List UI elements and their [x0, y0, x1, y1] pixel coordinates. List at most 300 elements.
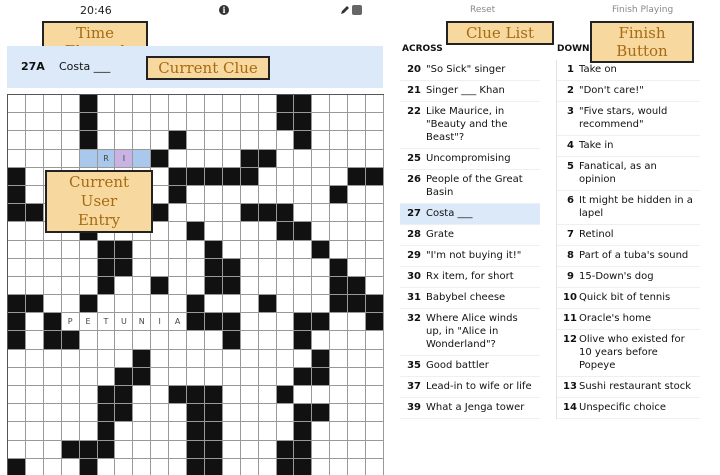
grid-cell[interactable] — [26, 368, 44, 386]
grid-cell[interactable] — [151, 459, 169, 475]
grid-cell[interactable] — [205, 204, 223, 222]
grid-cell[interactable] — [8, 241, 26, 259]
grid-cell[interactable] — [187, 241, 205, 259]
across-clue-39[interactable]: 39 What a Jenga tower — [400, 398, 540, 419]
grid-cell[interactable] — [62, 350, 80, 368]
grid-cell[interactable] — [44, 459, 62, 475]
grid-cell[interactable] — [133, 113, 151, 131]
grid-cell[interactable] — [366, 386, 384, 404]
grid-cell[interactable] — [62, 368, 80, 386]
down-clue-9[interactable]: 9 15-Down's dog — [557, 267, 700, 288]
grid-cell[interactable] — [366, 95, 384, 113]
grid-cell[interactable] — [169, 404, 187, 422]
grid-cell[interactable] — [80, 422, 98, 440]
grid-cell[interactable] — [277, 150, 295, 168]
grid-cell[interactable] — [26, 95, 44, 113]
grid-cell[interactable] — [330, 368, 348, 386]
grid-cell[interactable] — [169, 350, 187, 368]
grid-cell[interactable] — [312, 113, 330, 131]
grid-cell[interactable] — [44, 404, 62, 422]
grid-cell[interactable] — [169, 295, 187, 313]
grid-cell[interactable] — [294, 386, 312, 404]
grid-cell[interactable] — [312, 131, 330, 149]
grid-cell[interactable] — [277, 131, 295, 149]
grid-cell[interactable] — [241, 441, 259, 459]
grid-cell[interactable] — [169, 259, 187, 277]
across-clue-20[interactable]: 20 "So Sick" singer — [400, 60, 540, 81]
grid-cell[interactable] — [187, 368, 205, 386]
grid-cell[interactable] — [151, 222, 169, 240]
down-clue-7[interactable]: 7 Retinol — [557, 225, 700, 246]
grid-cell[interactable] — [277, 331, 295, 349]
grid-cell[interactable] — [133, 441, 151, 459]
reset-button[interactable]: Reset — [470, 5, 496, 15]
grid-cell[interactable] — [259, 241, 277, 259]
grid-cell[interactable] — [80, 404, 98, 422]
grid-cell[interactable] — [277, 422, 295, 440]
grid-cell[interactable] — [294, 168, 312, 186]
grid-cell[interactable] — [223, 150, 241, 168]
info-icon[interactable]: i — [219, 5, 229, 15]
grid-cell[interactable] — [26, 386, 44, 404]
grid-cell[interactable] — [205, 295, 223, 313]
grid-cell[interactable] — [330, 331, 348, 349]
grid-cell[interactable] — [312, 204, 330, 222]
grid-cell[interactable] — [366, 459, 384, 475]
grid-cell[interactable] — [223, 222, 241, 240]
grid-cell[interactable] — [26, 350, 44, 368]
grid-cell[interactable] — [80, 368, 98, 386]
grid-cell[interactable] — [169, 95, 187, 113]
across-clue-21[interactable]: 21 Singer ___ Khan — [400, 81, 540, 102]
grid-cell[interactable] — [62, 113, 80, 131]
grid-cell-highlighted[interactable] — [133, 150, 151, 168]
grid-cell[interactable] — [26, 150, 44, 168]
grid-cell-filled[interactable]: P — [62, 313, 80, 331]
grid-cell[interactable] — [115, 350, 133, 368]
grid-cell-filled[interactable]: E — [80, 313, 98, 331]
down-clue-1[interactable]: 1 Take on — [557, 60, 700, 81]
grid-cell[interactable] — [44, 295, 62, 313]
down-clue-3[interactable]: 3 "Five stars, would recommend" — [557, 102, 700, 136]
grid-cell[interactable] — [187, 259, 205, 277]
grid-cell[interactable] — [8, 368, 26, 386]
grid-cell[interactable] — [312, 295, 330, 313]
grid-cell[interactable] — [151, 186, 169, 204]
grid-cell[interactable] — [62, 404, 80, 422]
grid-cell[interactable] — [348, 441, 366, 459]
grid-cell[interactable] — [348, 368, 366, 386]
grid-cell[interactable] — [294, 241, 312, 259]
grid-cell[interactable] — [259, 386, 277, 404]
grid-cell[interactable] — [312, 459, 330, 475]
grid-cell[interactable] — [80, 259, 98, 277]
grid-cell[interactable] — [44, 150, 62, 168]
grid-cell[interactable] — [169, 241, 187, 259]
grid-cell[interactable] — [241, 222, 259, 240]
grid-cell[interactable] — [115, 441, 133, 459]
grid-cell[interactable] — [223, 350, 241, 368]
grid-cell[interactable] — [312, 259, 330, 277]
grid-cell[interactable] — [151, 441, 169, 459]
grid-cell[interactable] — [187, 131, 205, 149]
grid-cell-filled[interactable]: U — [115, 313, 133, 331]
grid-cell[interactable] — [169, 459, 187, 475]
down-clue-6[interactable]: 6 It might be hidden in a lapel — [557, 191, 700, 225]
grid-cell[interactable] — [366, 404, 384, 422]
grid-cell[interactable] — [223, 241, 241, 259]
grid-cell[interactable] — [259, 368, 277, 386]
grid-cell[interactable] — [151, 95, 169, 113]
grid-cell[interactable] — [169, 222, 187, 240]
grid-cell[interactable] — [366, 222, 384, 240]
grid-cell[interactable] — [205, 150, 223, 168]
grid-cell[interactable] — [169, 441, 187, 459]
grid-cell[interactable] — [366, 277, 384, 295]
grid-cell-filled[interactable]: T — [98, 313, 116, 331]
grid-cell[interactable] — [62, 459, 80, 475]
grid-cell[interactable] — [277, 350, 295, 368]
grid-cell[interactable] — [62, 386, 80, 404]
grid-cell[interactable] — [330, 204, 348, 222]
grid-cell[interactable] — [348, 404, 366, 422]
grid-cell-highlighted[interactable] — [80, 150, 98, 168]
grid-cell-filled[interactable]: N — [133, 313, 151, 331]
grid-cell[interactable] — [26, 277, 44, 295]
grid-cell[interactable] — [205, 222, 223, 240]
grid-cell[interactable] — [26, 186, 44, 204]
grid-cell[interactable] — [80, 350, 98, 368]
grid-cell[interactable] — [44, 368, 62, 386]
grid-cell[interactable] — [187, 277, 205, 295]
grid-cell[interactable] — [44, 386, 62, 404]
grid-cell[interactable] — [115, 422, 133, 440]
grid-cell[interactable] — [187, 150, 205, 168]
grid-cell[interactable] — [277, 368, 295, 386]
grid-cell[interactable] — [151, 422, 169, 440]
grid-cell[interactable] — [151, 386, 169, 404]
grid-cell[interactable] — [98, 459, 116, 475]
grid-cell[interactable] — [133, 259, 151, 277]
grid-icon[interactable] — [352, 5, 362, 15]
grid-cell[interactable] — [348, 95, 366, 113]
grid-cell[interactable] — [62, 295, 80, 313]
grid-cell[interactable] — [277, 404, 295, 422]
grid-cell[interactable] — [223, 113, 241, 131]
grid-cell[interactable] — [330, 241, 348, 259]
grid-cell[interactable] — [133, 95, 151, 113]
grid-cell[interactable] — [8, 259, 26, 277]
grid-cell[interactable] — [133, 241, 151, 259]
grid-cell[interactable] — [259, 422, 277, 440]
grid-cell[interactable] — [205, 186, 223, 204]
grid-cell[interactable] — [205, 350, 223, 368]
grid-cell[interactable] — [241, 95, 259, 113]
grid-cell[interactable] — [98, 295, 116, 313]
grid-cell[interactable] — [8, 386, 26, 404]
grid-cell[interactable] — [8, 113, 26, 131]
finish-playing-button[interactable]: Finish Playing — [612, 5, 674, 15]
grid-cell-highlighted[interactable]: R — [98, 150, 116, 168]
grid-cell[interactable] — [205, 368, 223, 386]
grid-cell[interactable] — [330, 150, 348, 168]
grid-cell[interactable] — [26, 404, 44, 422]
grid-cell[interactable] — [133, 331, 151, 349]
grid-cell[interactable] — [259, 168, 277, 186]
grid-cell[interactable] — [330, 422, 348, 440]
grid-cell[interactable] — [187, 350, 205, 368]
grid-cell[interactable] — [241, 259, 259, 277]
grid-cell[interactable] — [277, 295, 295, 313]
grid-cell[interactable] — [259, 277, 277, 295]
grid-cell[interactable] — [223, 368, 241, 386]
down-clue-5[interactable]: 5 Fanatical, as an opinion — [557, 157, 700, 191]
grid-cell[interactable] — [259, 259, 277, 277]
grid-cell[interactable] — [312, 222, 330, 240]
grid-cell[interactable] — [277, 277, 295, 295]
grid-cell[interactable] — [62, 259, 80, 277]
grid-cell[interactable] — [330, 95, 348, 113]
grid-cell[interactable] — [223, 186, 241, 204]
grid-cell[interactable] — [348, 350, 366, 368]
grid-cell[interactable] — [277, 186, 295, 204]
grid-cell[interactable] — [187, 331, 205, 349]
grid-cell[interactable] — [169, 277, 187, 295]
grid-cell[interactable] — [151, 168, 169, 186]
grid-cell[interactable] — [294, 186, 312, 204]
grid-cell[interactable] — [98, 131, 116, 149]
grid-cell[interactable] — [366, 350, 384, 368]
grid-cell[interactable] — [366, 422, 384, 440]
grid-cell[interactable] — [259, 459, 277, 475]
grid-cell[interactable] — [133, 459, 151, 475]
grid-cell[interactable] — [8, 350, 26, 368]
grid-cell[interactable] — [80, 386, 98, 404]
grid-cell[interactable] — [169, 204, 187, 222]
down-clue-13[interactable]: 13 Sushi restaurant stock — [557, 377, 700, 398]
grid-cell[interactable] — [312, 150, 330, 168]
grid-cell[interactable] — [223, 131, 241, 149]
crossword-grid[interactable] — [7, 94, 384, 475]
grid-cell[interactable] — [80, 241, 98, 259]
grid-cell[interactable] — [44, 131, 62, 149]
grid-cell[interactable] — [366, 368, 384, 386]
grid-cell[interactable] — [312, 186, 330, 204]
grid-cell[interactable] — [98, 368, 116, 386]
down-clue-10[interactable]: 10 Quick bit of tennis — [557, 288, 700, 309]
grid-cell[interactable] — [241, 277, 259, 295]
grid-cell[interactable] — [330, 459, 348, 475]
grid-cell[interactable] — [26, 131, 44, 149]
grid-cell[interactable] — [348, 386, 366, 404]
across-clue-28[interactable]: 28 Grate — [400, 225, 540, 246]
grid-cell[interactable] — [115, 331, 133, 349]
grid-cell[interactable] — [330, 113, 348, 131]
grid-cell[interactable] — [80, 277, 98, 295]
grid-cell[interactable] — [133, 386, 151, 404]
grid-cell[interactable] — [205, 113, 223, 131]
grid-cell[interactable] — [241, 422, 259, 440]
grid-cell[interactable] — [44, 422, 62, 440]
grid-cell[interactable] — [98, 95, 116, 113]
grid-cell[interactable] — [8, 131, 26, 149]
grid-cell[interactable] — [348, 222, 366, 240]
grid-cell[interactable] — [26, 259, 44, 277]
grid-cell[interactable] — [241, 386, 259, 404]
grid-cell[interactable] — [259, 441, 277, 459]
grid-cell[interactable] — [241, 113, 259, 131]
grid-cell[interactable] — [348, 313, 366, 331]
grid-cell[interactable] — [26, 459, 44, 475]
grid-cell[interactable] — [115, 131, 133, 149]
grid-cell[interactable] — [330, 441, 348, 459]
grid-cell[interactable] — [330, 350, 348, 368]
grid-cell[interactable] — [44, 113, 62, 131]
grid-cell[interactable] — [241, 350, 259, 368]
grid-cell[interactable] — [223, 459, 241, 475]
grid-cell[interactable] — [26, 222, 44, 240]
across-clue-31[interactable]: 31 Babybel cheese — [400, 288, 540, 309]
grid-cell[interactable] — [151, 241, 169, 259]
grid-cell[interactable] — [366, 113, 384, 131]
grid-cell[interactable] — [151, 368, 169, 386]
grid-cell[interactable] — [187, 186, 205, 204]
grid-cell[interactable] — [259, 95, 277, 113]
grid-cell[interactable] — [366, 241, 384, 259]
grid-cell[interactable] — [133, 277, 151, 295]
grid-cell[interactable] — [241, 404, 259, 422]
down-clue-2[interactable]: 2 "Don't care!" — [557, 81, 700, 102]
grid-cell[interactable] — [62, 241, 80, 259]
grid-cell[interactable] — [151, 295, 169, 313]
grid-cell[interactable] — [259, 350, 277, 368]
grid-cell[interactable] — [133, 404, 151, 422]
grid-cell[interactable] — [169, 331, 187, 349]
grid-cell[interactable] — [26, 113, 44, 131]
grid-cell[interactable] — [366, 441, 384, 459]
grid-cell[interactable] — [294, 350, 312, 368]
grid-cell[interactable] — [330, 131, 348, 149]
grid-cell[interactable] — [98, 331, 116, 349]
grid-cell[interactable] — [151, 259, 169, 277]
grid-cell[interactable] — [330, 222, 348, 240]
grid-cell[interactable] — [26, 422, 44, 440]
grid-cell[interactable] — [259, 404, 277, 422]
grid-cell[interactable] — [294, 259, 312, 277]
grid-cell[interactable] — [62, 131, 80, 149]
grid-cell[interactable] — [223, 441, 241, 459]
grid-cell[interactable] — [187, 95, 205, 113]
grid-cell[interactable] — [223, 422, 241, 440]
grid-cell[interactable] — [133, 422, 151, 440]
grid-cell-active[interactable]: I — [115, 150, 133, 168]
grid-cell[interactable] — [348, 459, 366, 475]
grid-cell[interactable] — [44, 95, 62, 113]
across-clue-29[interactable]: 29 "I'm not buying it!" — [400, 246, 540, 267]
grid-cell[interactable] — [330, 168, 348, 186]
grid-cell[interactable] — [312, 386, 330, 404]
grid-cell[interactable] — [115, 295, 133, 313]
grid-cell[interactable] — [205, 131, 223, 149]
grid-cell[interactable] — [8, 422, 26, 440]
pencil-icon[interactable] — [340, 5, 350, 15]
grid-cell[interactable] — [8, 404, 26, 422]
grid-cell[interactable] — [205, 331, 223, 349]
grid-cell[interactable] — [277, 241, 295, 259]
down-clue-14[interactable]: 14 Unspecific choice — [557, 398, 700, 419]
grid-cell[interactable] — [366, 259, 384, 277]
grid-cell[interactable] — [366, 204, 384, 222]
grid-cell[interactable] — [241, 368, 259, 386]
grid-cell[interactable] — [366, 150, 384, 168]
across-clue-27-selected[interactable]: 27 Costa ___ — [400, 204, 540, 225]
grid-cell[interactable] — [241, 131, 259, 149]
grid-cell[interactable] — [259, 313, 277, 331]
grid-cell[interactable] — [26, 441, 44, 459]
grid-cell-filled[interactable]: A — [169, 313, 187, 331]
grid-cell[interactable] — [259, 222, 277, 240]
grid-cell[interactable] — [241, 241, 259, 259]
grid-cell[interactable] — [151, 131, 169, 149]
grid-cell[interactable] — [151, 113, 169, 131]
grid-cell[interactable] — [62, 422, 80, 440]
grid-cell-filled[interactable]: I — [151, 313, 169, 331]
grid-cell[interactable] — [241, 331, 259, 349]
grid-cell[interactable] — [259, 131, 277, 149]
grid-cell[interactable] — [241, 295, 259, 313]
down-clue-12[interactable]: 12 Olive who existed for 10 years before Popeye — [557, 330, 700, 377]
grid-cell[interactable] — [277, 168, 295, 186]
grid-cell[interactable] — [259, 186, 277, 204]
grid-cell[interactable] — [26, 241, 44, 259]
grid-cell[interactable] — [187, 113, 205, 131]
grid-cell[interactable] — [169, 150, 187, 168]
grid-cell[interactable] — [62, 277, 80, 295]
down-clue-11[interactable]: 11 Oracle's home — [557, 309, 700, 330]
grid-cell[interactable] — [187, 204, 205, 222]
down-clue-8[interactable]: 8 Part of a tuba's sound — [557, 246, 700, 267]
grid-cell[interactable] — [98, 113, 116, 131]
grid-cell[interactable] — [312, 95, 330, 113]
grid-cell[interactable] — [277, 313, 295, 331]
grid-cell[interactable] — [312, 441, 330, 459]
grid-cell[interactable] — [151, 350, 169, 368]
grid-cell[interactable] — [133, 295, 151, 313]
grid-cell[interactable] — [44, 241, 62, 259]
grid-cell[interactable] — [223, 404, 241, 422]
grid-cell[interactable] — [294, 150, 312, 168]
grid-cell[interactable] — [366, 186, 384, 204]
grid-cell[interactable] — [348, 150, 366, 168]
grid-cell[interactable] — [62, 150, 80, 168]
grid-cell[interactable] — [348, 331, 366, 349]
grid-cell[interactable] — [80, 331, 98, 349]
grid-cell[interactable] — [115, 459, 133, 475]
grid-cell[interactable] — [348, 113, 366, 131]
grid-cell[interactable] — [348, 259, 366, 277]
grid-cell[interactable] — [241, 313, 259, 331]
across-clue-30[interactable]: 30 Rx item, for short — [400, 267, 540, 288]
grid-cell[interactable] — [223, 386, 241, 404]
grid-cell[interactable] — [259, 331, 277, 349]
grid-cell[interactable] — [169, 368, 187, 386]
across-clue-25[interactable]: 25 Uncompromising — [400, 149, 540, 170]
grid-cell[interactable] — [44, 277, 62, 295]
grid-cell[interactable] — [366, 131, 384, 149]
grid-cell[interactable] — [259, 113, 277, 131]
grid-cell[interactable] — [8, 150, 26, 168]
grid-cell[interactable] — [26, 313, 44, 331]
